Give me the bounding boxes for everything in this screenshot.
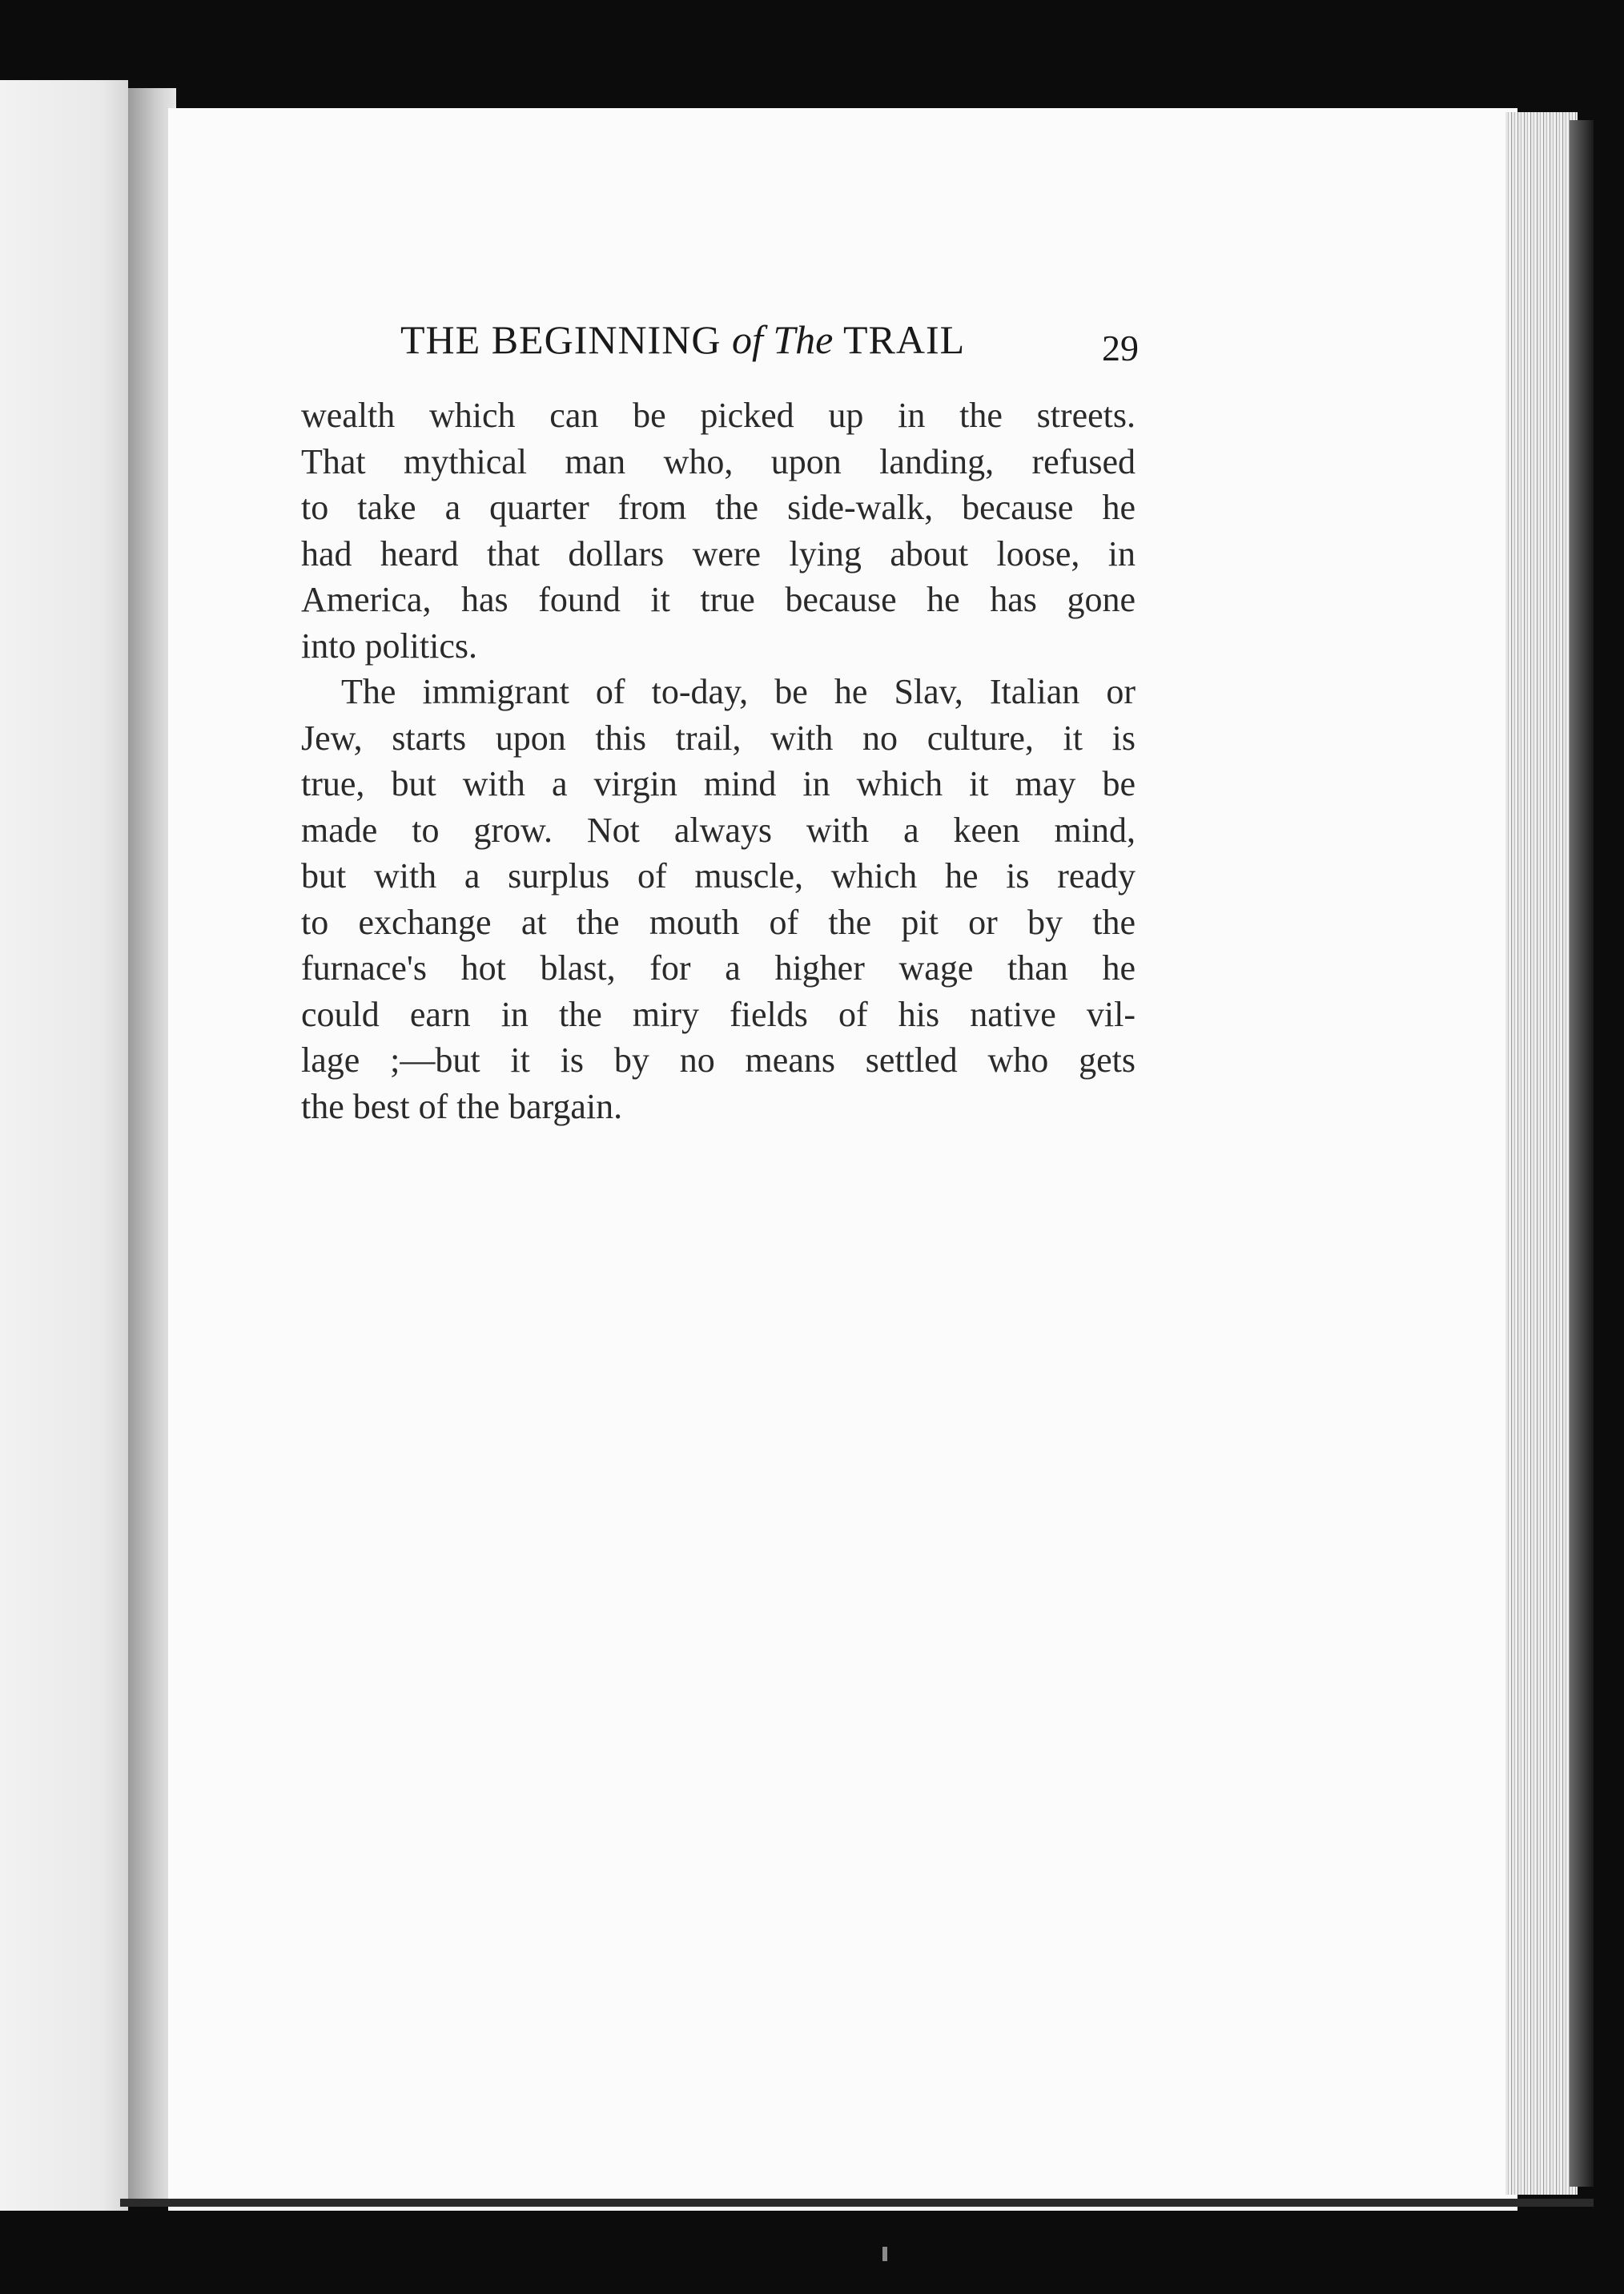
text-line: the best of the bargain. (301, 1086, 623, 1126)
text-line: to take a quarter from the side-walk, because he (301, 488, 1136, 527)
text-line: furnace's hot blast, for a higher wage than he (301, 948, 1136, 988)
text-line: made to grow. Not always with a keen mind, (301, 810, 1136, 850)
text-line: into politics. (301, 626, 477, 666)
paragraph-1 (301, 392, 1136, 669)
text-line: The immigrant of to-day, be he Slav, Italian or (341, 672, 1136, 711)
facing-page-left (0, 80, 128, 2211)
text-line: wealth which can be picked up in the streets. (301, 396, 1136, 435)
text-line: America, has found it true because he has gone (301, 580, 1136, 619)
text-line: to exchange at the mouth of the pit or by the (301, 902, 1136, 942)
text-line: could earn in the miry fields of his native vil- (301, 994, 1136, 1034)
text-line: Jew, starts upon this trail, with no culture, it is (301, 718, 1136, 758)
text-line: but with a surplus of muscle, which he is ready (301, 856, 1136, 895)
scan-mark (882, 2247, 887, 2261)
page-bottom-edge (120, 2199, 1594, 2207)
paragraph-2 (301, 669, 1136, 1129)
body-text (301, 392, 1136, 1129)
page-edges-shadow (1570, 120, 1594, 2187)
running-head-part1: THE BEGINNING (400, 317, 722, 362)
running-head (400, 316, 1145, 363)
page-edges (1505, 112, 1578, 2195)
text-line: had heard that dollars were lying about loose, in (301, 533, 1136, 574)
running-head-part2: of The (731, 317, 834, 362)
text-line: That mythical man who, upon landing, refused (301, 441, 1136, 481)
text-line: true, but with a virgin mind in which it may be (301, 764, 1136, 803)
text-line: lage ;—but it is by no means settled who gets (301, 1040, 1136, 1080)
running-head-part3: TRAIL (842, 317, 966, 362)
page-number: 29 (1102, 328, 1139, 368)
